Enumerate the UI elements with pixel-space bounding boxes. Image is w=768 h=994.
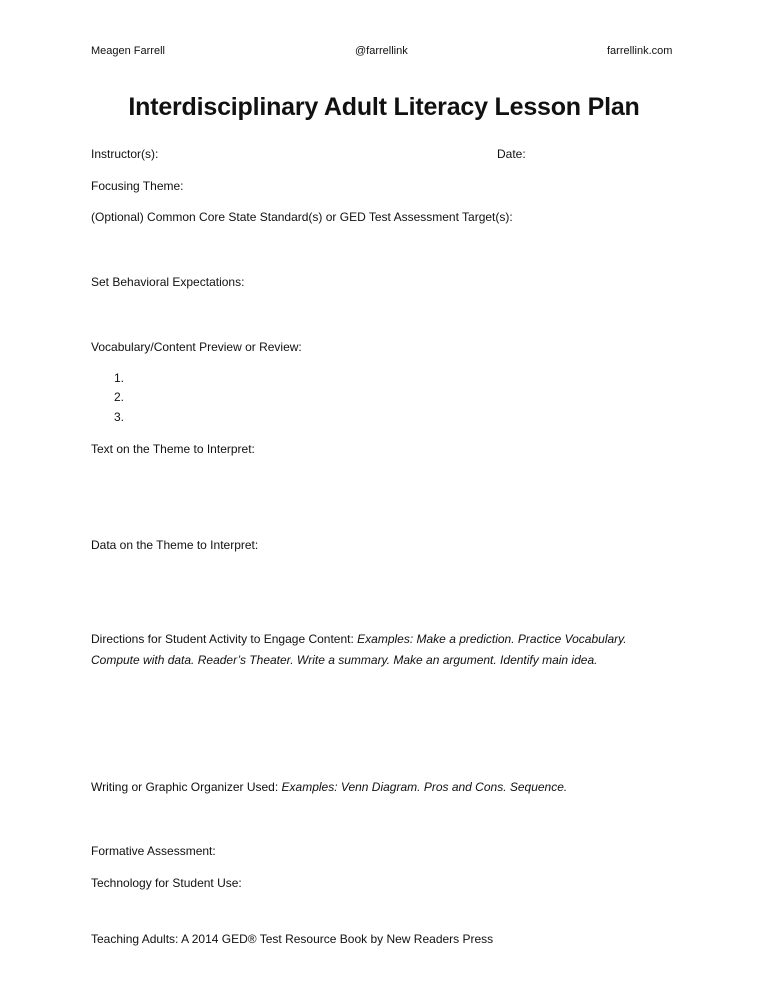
- directions-label: Directions for Student Activity to Engage Content:: [91, 632, 354, 646]
- directions-line-1: [91, 629, 627, 649]
- vocab-item-2: 2.: [114, 390, 125, 404]
- organizer-label: Writing or Graphic Organizer Used:: [91, 780, 279, 794]
- instructors-label: Instructor(s):: [91, 147, 159, 161]
- standards-label: (Optional) Common Core State Standard(s) or GED Test Assessment Target(s):: [91, 210, 513, 224]
- focusing-theme-label: Focusing Theme:: [91, 179, 184, 193]
- organizer-examples: Examples: Venn Diagram. Pros and Cons. Sequence.: [281, 780, 568, 794]
- header-author: Meagen Farrell: [91, 45, 165, 57]
- behavioral-expectations-label: Set Behavioral Expectations:: [91, 275, 245, 289]
- page-title: Interdisciplinary Adult Literacy Lesson Plan: [128, 93, 640, 121]
- vocabulary-label: Vocabulary/Content Preview or Review:: [91, 340, 302, 354]
- formative-assessment-label: Formative Assessment:: [91, 844, 216, 858]
- directions-examples-2: Compute with data. Reader’s Theater. Write a summary. Make an argument. Identify main idea.: [91, 653, 598, 667]
- footer-citation: Teaching Adults: A 2014 GED® Test Resource Book by New Readers Press: [91, 932, 494, 946]
- directions-examples-1: Examples: Make a prediction. Practice Vocabulary.: [357, 632, 627, 646]
- directions-line-2: [91, 650, 597, 670]
- vocab-item-3: 3.: [114, 410, 125, 424]
- date-label: Date:: [497, 147, 526, 161]
- data-theme-label: Data on the Theme to Interpret:: [91, 538, 259, 552]
- vocab-item-1: 1.: [114, 371, 125, 385]
- header-handle: @farrellink: [355, 45, 408, 57]
- text-theme-label: Text on the Theme to Interpret:: [91, 442, 255, 456]
- technology-label: Technology for Student Use:: [91, 876, 242, 890]
- organizer-line: [91, 777, 567, 797]
- header-site: farrellink.com: [607, 45, 673, 57]
